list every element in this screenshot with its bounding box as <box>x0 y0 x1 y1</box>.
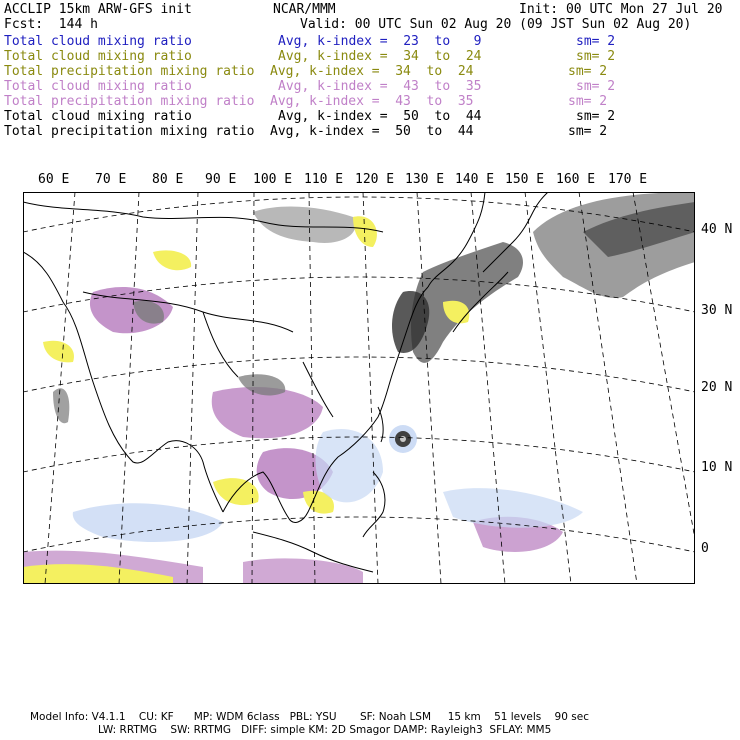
field-sm: sm= 2 <box>576 109 616 124</box>
field-avg: Avg, k-index = 34 to 24 <box>278 49 482 64</box>
lon-label: 60 E <box>38 172 70 187</box>
field-sm: sm= 2 <box>576 49 616 64</box>
field-name: Total precipitation mixing ratio <box>4 64 255 79</box>
lon-label: 90 E <box>205 172 237 187</box>
lat-label: 20 N <box>701 380 733 395</box>
lon-label: 130 E <box>405 172 445 187</box>
field-name: Total precipitation mixing ratio <box>4 124 255 139</box>
typhoon-eye <box>400 436 406 442</box>
field-avg: Avg, k-index = 43 to 35 <box>270 94 474 109</box>
lon-label: 140 E <box>455 172 495 187</box>
lon-label: 170 E <box>608 172 648 187</box>
valid-time: Valid: 00 UTC Sun 02 Aug 20 (09 JST Sun 02 Aug 20) <box>300 17 692 32</box>
organization-label: NCAR/MMM <box>273 2 336 17</box>
field-name: Total cloud mixing ratio <box>4 34 192 49</box>
lat-label: 40 N <box>701 222 733 237</box>
lat-label: 0 <box>701 541 709 556</box>
field-avg: Avg, k-index = 34 to 24 <box>270 64 474 79</box>
lat-label: 30 N <box>701 303 733 318</box>
map-title: ACCLIP 15km ARW-GFS init <box>4 2 192 17</box>
lon-label: 110 E <box>304 172 344 187</box>
lon-label: 100 E <box>253 172 293 187</box>
model-info-line1: Model Info: V4.1.1 CU: KF MP: WDM 6class PBL: YSU SF: Noah LSM 15 km 51 levels 90 sec <box>30 711 589 723</box>
field-avg: Avg, k-index = 43 to 35 <box>278 79 482 94</box>
field-name: Total cloud mixing ratio <box>4 49 192 64</box>
forecast-hour: Fcst: 144 h <box>4 17 98 32</box>
lat-label: 10 N <box>701 460 733 475</box>
lon-label: 120 E <box>355 172 395 187</box>
field-name: Total cloud mixing ratio <box>4 79 192 94</box>
lon-label: 70 E <box>95 172 127 187</box>
lon-label: 150 E <box>505 172 545 187</box>
field-sm: sm= 2 <box>576 79 616 94</box>
field-sm: sm= 2 <box>568 64 608 79</box>
field-sm: sm= 2 <box>568 94 608 109</box>
forecast-map <box>23 192 695 584</box>
field-sm: sm= 2 <box>576 34 616 49</box>
field-avg: Avg, k-index = 50 to 44 <box>278 109 482 124</box>
lon-label: 160 E <box>556 172 596 187</box>
init-time: Init: 00 UTC Mon 27 Jul 20 <box>519 2 723 17</box>
field-name: Total cloud mixing ratio <box>4 109 192 124</box>
field-name: Total precipitation mixing ratio <box>4 94 255 109</box>
field-sm: sm= 2 <box>568 124 608 139</box>
lon-label: 80 E <box>152 172 184 187</box>
field-avg: Avg, k-index = 23 to 9 <box>278 34 482 49</box>
field-avg: Avg, k-index = 50 to 44 <box>270 124 474 139</box>
model-info-line2: LW: RRTMG SW: RRTMG DIFF: simple KM: 2D Smagor DAMP: Rayleigh3 SFLAY: MM5 <box>98 724 552 736</box>
